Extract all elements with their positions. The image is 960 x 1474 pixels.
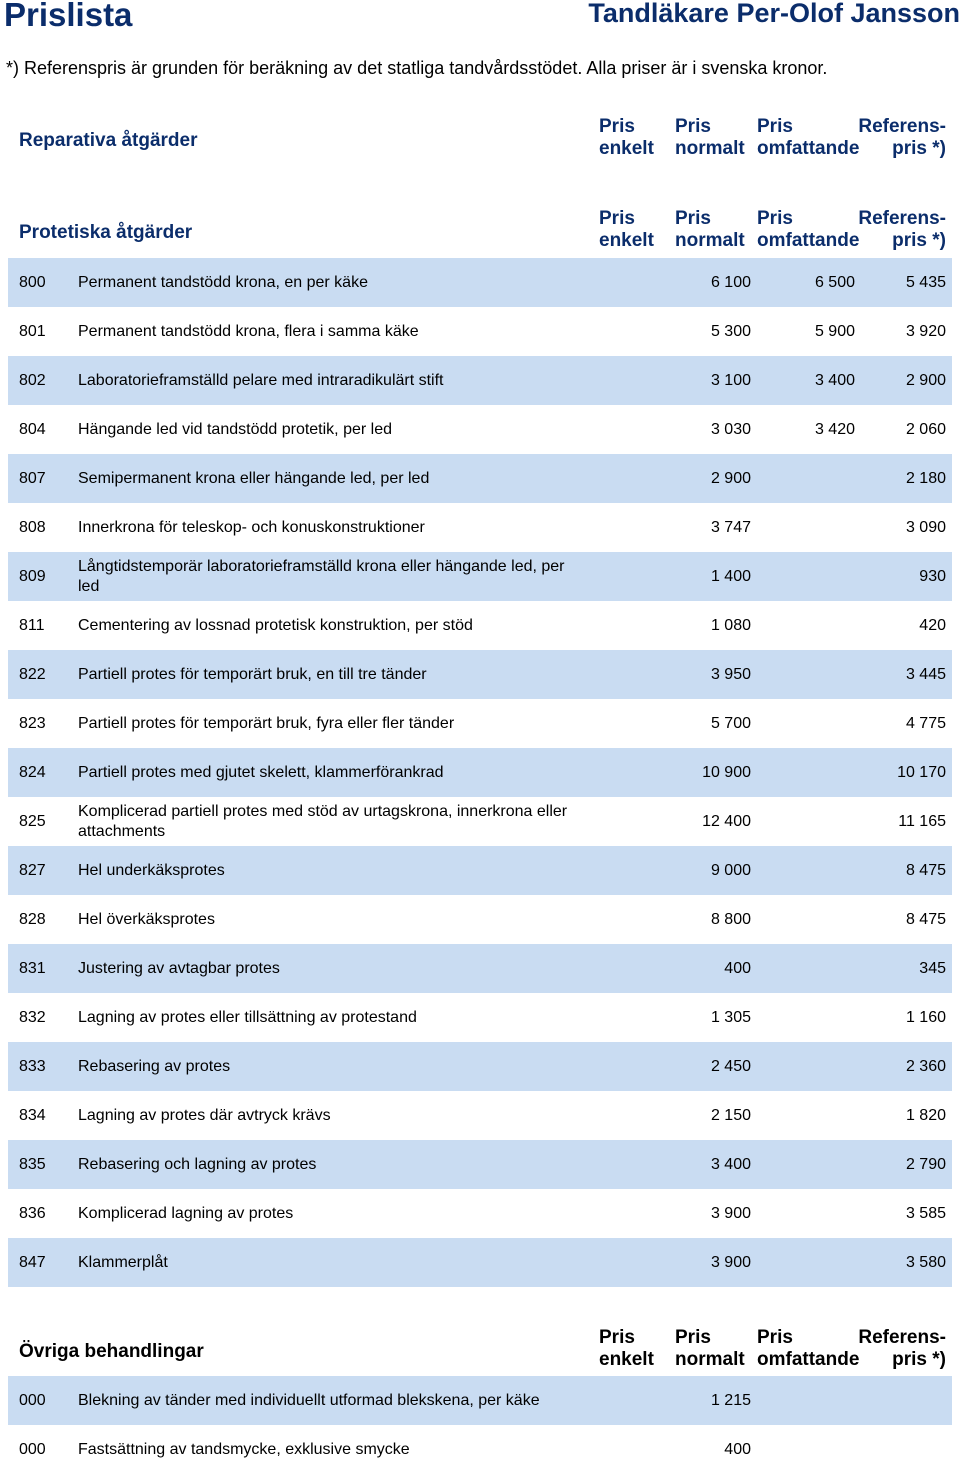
table-row xyxy=(8,356,952,405)
price-normalt: 3 400 xyxy=(814,372,855,389)
treatment-description: Partiell protes för temporärt bruk, en till tre tänder xyxy=(78,665,427,683)
table-row xyxy=(8,454,952,503)
section-title: Övriga behandlingar xyxy=(19,1341,204,1362)
reference-price: 3 090 xyxy=(905,519,946,536)
treatment-description: Komplicerad lagning av protes xyxy=(78,1204,294,1222)
reference-price: 2 180 xyxy=(905,470,946,487)
treatment-code: 000 xyxy=(19,1392,46,1409)
reference-price: 2 360 xyxy=(905,1058,946,1075)
column-header-pris-omfattande: Pris omfattande xyxy=(757,116,860,159)
table-row xyxy=(8,1189,952,1238)
reference-price: 3 585 xyxy=(905,1205,946,1222)
treatment-description: Lagning av protes där avtryck krävs xyxy=(78,1106,331,1124)
reference-price: 2 790 xyxy=(905,1156,946,1173)
treatment-code: 847 xyxy=(19,1254,46,1271)
price-enkelt: 400 xyxy=(724,1441,751,1458)
treatment-description: Långtidstemporär laboratorieframställd krona eller hängande led, per led xyxy=(78,557,565,595)
reference-price: 2 900 xyxy=(905,372,946,389)
price-enkelt: 9 000 xyxy=(710,862,751,879)
section-title: Reparativa åtgärder xyxy=(19,130,198,151)
table-row xyxy=(8,307,952,356)
reference-price: 1 160 xyxy=(905,1009,946,1026)
table-row xyxy=(8,1376,952,1425)
treatment-code: 822 xyxy=(19,666,46,683)
treatment-code: 828 xyxy=(19,911,46,928)
treatment-description: Hängande led vid tandstödd protetik, per led xyxy=(78,420,392,438)
price-enkelt: 6 100 xyxy=(710,274,751,291)
treatment-description: Justering av avtagbar protes xyxy=(78,959,280,977)
table-row xyxy=(8,1238,952,1287)
reference-price: 8 475 xyxy=(905,911,946,928)
reference-price: 10 170 xyxy=(897,764,946,781)
treatment-code: 804 xyxy=(19,421,46,438)
clinic-name: Tandläkare Per-Olof Jansson xyxy=(588,0,960,28)
treatment-code: 835 xyxy=(19,1156,46,1173)
treatment-description: Laboratorieframställd pelare med intraradikulärt stift xyxy=(78,371,444,389)
price-normalt: 6 500 xyxy=(814,274,855,291)
table-row xyxy=(8,552,952,601)
page-header xyxy=(0,0,960,40)
column-header-pris-enkelt: Pris enkelt xyxy=(599,1327,654,1370)
reference-price: 3 580 xyxy=(905,1254,946,1271)
reference-price: 4 775 xyxy=(905,715,946,732)
price-enkelt: 5 700 xyxy=(710,715,751,732)
treatment-description: Klammerplåt xyxy=(78,1253,168,1271)
treatment-code: 802 xyxy=(19,372,46,389)
price-enkelt: 3 747 xyxy=(710,519,751,536)
column-header-pris-normalt: Pris normalt xyxy=(675,116,745,159)
reference-price: 930 xyxy=(919,568,946,585)
reference-price: 1 820 xyxy=(905,1107,946,1124)
treatment-description: Permanent tandstödd krona, flera i samma käke xyxy=(78,322,419,340)
column-header-pris-omfattande: Pris omfattande xyxy=(757,208,860,251)
price-table-protetiska xyxy=(8,258,952,1287)
treatment-code: 823 xyxy=(19,715,46,732)
reference-price: 3 920 xyxy=(905,323,946,340)
treatment-description: Cementering av lossnad protetisk konstruktion, per stöd xyxy=(78,616,473,634)
section-header-reparativa xyxy=(0,116,960,162)
treatment-description: Rebasering av protes xyxy=(78,1057,231,1075)
price-enkelt: 1 215 xyxy=(710,1392,751,1409)
treatment-description: Partiell protes för temporärt bruk, fyra eller fler tänder xyxy=(78,714,455,732)
treatment-description: Blekning av tänder med individuellt utformad blekskena, per käke xyxy=(78,1391,540,1409)
table-row xyxy=(8,1091,952,1140)
table-row xyxy=(8,895,952,944)
treatment-code: 801 xyxy=(19,323,46,340)
treatment-description: Partiell protes med gjutet skelett, klammerförankrad xyxy=(78,763,444,781)
table-row xyxy=(8,258,952,307)
treatment-code: 836 xyxy=(19,1205,46,1222)
table-row xyxy=(8,699,952,748)
reference-price: 11 165 xyxy=(898,813,946,830)
price-enkelt: 3 950 xyxy=(710,666,751,683)
column-header-pris-omfattande: Pris omfattande xyxy=(757,1327,860,1370)
treatment-description: Innerkrona för teleskop- och konuskonstruktioner xyxy=(78,518,425,536)
section-header-ovriga xyxy=(0,1327,960,1373)
price-enkelt: 2 900 xyxy=(710,470,751,487)
price-normalt: 3 420 xyxy=(814,421,855,438)
treatment-description: Fastsättning av tandsmycke, exklusive smycke xyxy=(78,1440,410,1458)
treatment-code: 811 xyxy=(19,617,45,634)
column-header-pris-normalt: Pris normalt xyxy=(675,208,745,251)
price-enkelt: 3 900 xyxy=(710,1205,751,1222)
treatment-description: Permanent tandstödd krona, en per käke xyxy=(78,273,368,291)
treatment-description: Hel underkäksprotes xyxy=(78,861,225,879)
treatment-description: Lagning av protes eller tillsättning av protestand xyxy=(78,1008,417,1026)
table-row xyxy=(8,503,952,552)
treatment-code: 824 xyxy=(19,764,46,781)
price-enkelt: 3 100 xyxy=(710,372,751,389)
table-row xyxy=(8,601,952,650)
reference-price: 8 475 xyxy=(905,862,946,879)
treatment-code: 827 xyxy=(19,862,46,879)
price-table-ovriga xyxy=(8,1376,952,1474)
column-header-referenspris: Referens- pris *) xyxy=(858,208,946,251)
treatment-code: 834 xyxy=(19,1107,46,1124)
treatment-code: 832 xyxy=(19,1009,46,1026)
price-enkelt: 400 xyxy=(724,960,751,977)
treatment-description: Hel överkäksprotes xyxy=(78,910,215,928)
treatment-code: 809 xyxy=(19,568,46,585)
reference-price: 3 445 xyxy=(905,666,946,683)
price-enkelt: 8 800 xyxy=(710,911,751,928)
table-row xyxy=(8,846,952,895)
table-row xyxy=(8,944,952,993)
page-title: Prislista xyxy=(4,0,133,33)
price-enkelt: 2 450 xyxy=(710,1058,751,1075)
treatment-description: Semipermanent krona eller hängande led, per led xyxy=(78,469,430,487)
price-enkelt: 2 150 xyxy=(710,1107,751,1124)
table-row xyxy=(8,650,952,699)
column-header-pris-normalt: Pris normalt xyxy=(675,1327,745,1370)
table-row xyxy=(8,1042,952,1091)
column-header-referenspris: Referens- pris *) xyxy=(858,116,946,159)
price-enkelt: 1 305 xyxy=(710,1009,751,1026)
reference-price: 2 060 xyxy=(905,421,946,438)
treatment-code: 833 xyxy=(19,1058,46,1075)
treatment-description: Komplicerad partiell protes med stöd av urtagskrona, innerkrona eller attachments xyxy=(78,802,568,840)
reference-price: 420 xyxy=(919,617,946,634)
price-enkelt: 3 400 xyxy=(710,1156,751,1173)
table-row xyxy=(8,1140,952,1189)
column-header-pris-enkelt: Pris enkelt xyxy=(599,208,654,251)
price-enkelt: 12 400 xyxy=(702,813,751,830)
column-header-referenspris: Referens- pris *) xyxy=(858,1327,946,1370)
treatment-code: 807 xyxy=(19,470,46,487)
table-row xyxy=(8,1425,952,1474)
price-enkelt: 1 400 xyxy=(710,568,751,585)
treatment-code: 825 xyxy=(19,813,46,830)
price-enkelt: 5 300 xyxy=(710,323,751,340)
reference-price: 5 435 xyxy=(905,274,946,291)
price-normalt: 5 900 xyxy=(814,323,855,340)
table-row xyxy=(8,993,952,1042)
price-enkelt: 3 030 xyxy=(710,421,751,438)
treatment-code: 800 xyxy=(19,274,46,291)
section-header-protetiska xyxy=(0,208,960,254)
reference-price: 345 xyxy=(919,960,946,977)
table-row xyxy=(8,748,952,797)
price-enkelt: 10 900 xyxy=(702,764,751,781)
treatment-description: Rebasering och lagning av protes xyxy=(78,1155,317,1173)
treatment-code: 808 xyxy=(19,519,46,536)
table-row xyxy=(8,797,952,846)
column-header-pris-enkelt: Pris enkelt xyxy=(599,116,654,159)
price-enkelt: 1 080 xyxy=(710,617,751,634)
treatment-code: 831 xyxy=(19,960,46,977)
treatment-code: 000 xyxy=(19,1441,46,1458)
price-enkelt: 3 900 xyxy=(710,1254,751,1271)
table-row xyxy=(8,405,952,454)
reference-price-note: *) Referenspris är grunden för beräkning av det statliga tandvårdsstödet. Alla priser är i svenska kronor. xyxy=(6,58,828,78)
section-title: Protetiska åtgärder xyxy=(19,222,193,243)
